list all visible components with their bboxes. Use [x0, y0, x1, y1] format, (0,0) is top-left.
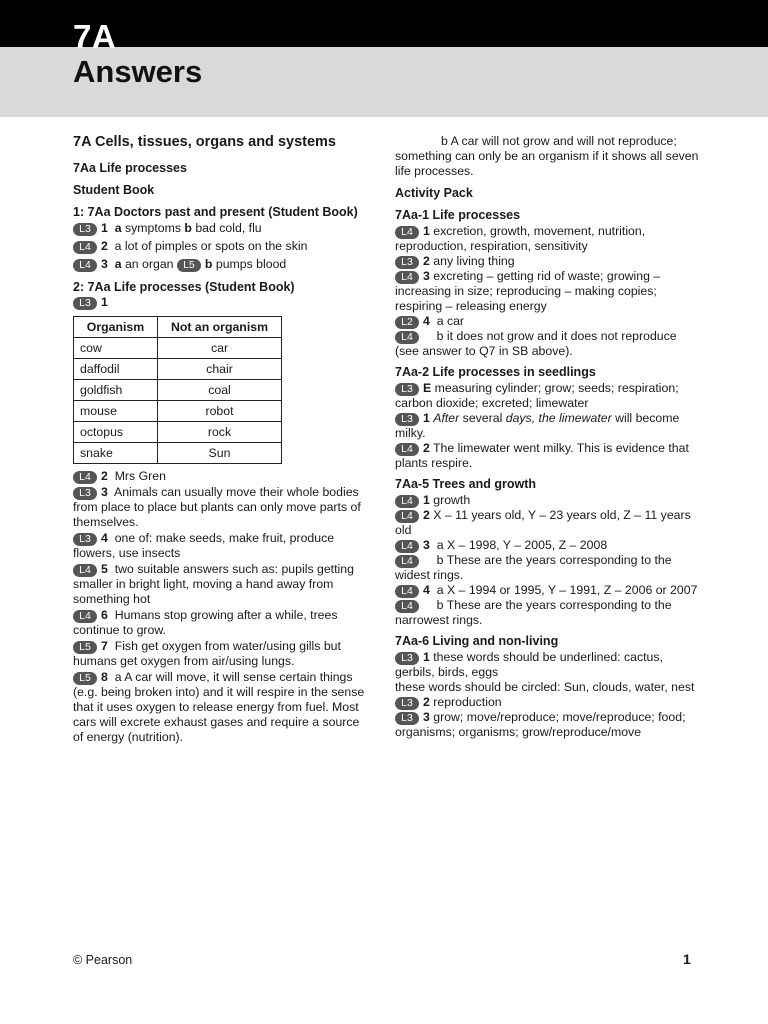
answer-item: L4 1 excretion, growth, movement, nutrition, reproduction, respiration, sensitivity — [395, 224, 646, 253]
level-badge: L4 — [73, 564, 97, 577]
level-badge: L3 — [395, 413, 419, 426]
level-badge: L3 — [73, 487, 97, 500]
level-badge: L3 — [73, 223, 97, 236]
section-title: 7A Cells, tissues, organs and systems — [73, 134, 336, 150]
answer-item: L2 4 a car — [395, 314, 700, 329]
answer-item: L4 b These are the years corresponding to the narrowest rings. — [395, 598, 672, 627]
answer-item: L3 2 any living thing — [395, 254, 700, 269]
answer-item: L3 1 After several days, the limewater will become milky. — [395, 411, 680, 440]
answer-item: L4 4 a X – 1994 or 1995, Y – 1991, Z – 2006 or 2007 — [395, 583, 700, 598]
level-badge: L4 — [395, 540, 419, 553]
aa5-heading: 7Aa-5 Trees and growth — [395, 477, 537, 491]
level-badge: L4 — [395, 271, 419, 284]
level-badge: L5 — [73, 641, 97, 654]
answer-item: L4 3 a X – 1998, Y – 2005, Z – 2008 — [395, 538, 700, 553]
answer-item: L5 8 a A car will move, it will sense certain things (e.g. being broken into) and it will respire in the sense that it uses oxygen to release energy from fuel. Most cars will excrete exhaust gases and require a source of energy (nutrition). — [73, 670, 365, 744]
level-badge: L4 — [395, 443, 419, 456]
level-badge: L3 — [395, 383, 419, 396]
answer-item: L4 2 Mrs Gren — [73, 469, 373, 484]
level-badge: L3 — [73, 533, 97, 546]
answer-item: L3 E measuring cylinder; grow; seeds; respiration; carbon dioxide; excreted; limewater — [395, 381, 679, 410]
table-header: Organism — [74, 317, 158, 338]
answer-item: L4 b it does not grow and it does not reproduce (see answer to Q7 in SB above). — [395, 329, 677, 358]
answer-item: L4 3 a an organ L5 b pumps blood — [73, 257, 373, 272]
answer-item: L4 6 Humans stop growing after a while, trees continue to grow. — [73, 608, 338, 637]
sub-section-title: 7Aa Life processes — [73, 161, 187, 175]
level-badge: L3 — [395, 652, 419, 665]
answer-item: L3 3 grow; move/reproduce; move/reproduce; food; organisms; organisms; grow/reproduce/move — [395, 710, 686, 739]
level-badge: L4 — [395, 331, 419, 344]
level-badge: L4 — [73, 471, 97, 484]
aa2-heading: 7Aa-2 Life processes in seedlings — [395, 365, 596, 379]
answer-item: L3 1 these words should be underlined: cactus, gerbils, birds, eggs — [395, 650, 663, 679]
organism-table — [73, 316, 282, 464]
table-row: daffodil chair — [74, 359, 282, 380]
level-badge: L5 — [177, 259, 201, 272]
unit-code: 7A — [73, 18, 117, 55]
level-badge: L4 — [395, 495, 419, 508]
table-row: snake Sun — [74, 443, 282, 464]
answer-item: L4 3 excreting – getting rid of waste; growing – increasing in size; reproducing – making copies; respiring – releasing energy — [395, 269, 661, 313]
answer-item: L4 2 The limewater went milky. This is evidence that plants respire. — [395, 441, 689, 470]
answer-item: L4 5 two suitable answers such as: pupils getting smaller in bright light, moving a hand away from something hot — [73, 562, 354, 606]
left-column — [73, 134, 373, 745]
level-badge: L3 — [73, 297, 97, 310]
table-row: octopus rock — [74, 422, 282, 443]
answer-item: these words should be circled: Sun, clouds, water, nest — [395, 680, 695, 694]
student-book-heading: Student Book — [73, 183, 155, 197]
aa1-heading: 7Aa-1 Life processes — [395, 208, 521, 222]
aa6-heading: 7Aa-6 Living and non-living — [395, 634, 559, 648]
page-title: Answers — [73, 54, 203, 89]
answer-item: L4 2 a lot of pimples or spots on the skin — [73, 239, 373, 254]
answer-item: L3 1 a symptoms b bad cold, flu — [73, 221, 373, 236]
answer-item: L4 b These are the years corresponding to the widest rings. — [395, 553, 672, 582]
page-number: 1 — [683, 951, 691, 967]
level-badge: L3 — [395, 256, 419, 269]
level-badge: L3 — [395, 697, 419, 710]
level-badge: L4 — [73, 259, 97, 272]
answer-item: L3 4 one of: make seeds, make fruit, produce flowers, use insects — [73, 531, 335, 560]
level-badge: L4 — [395, 585, 419, 598]
answer-item: b A car will not grow and will not reproduce; something can only be an organism if it shows all seven life processes. — [395, 134, 699, 178]
table-row: mouse robot — [74, 401, 282, 422]
answer-item: L3 2 reproduction — [395, 695, 700, 710]
level-badge: L4 — [73, 241, 97, 254]
level-badge: L2 — [395, 316, 419, 329]
footer-copyright: © Pearson — [73, 953, 133, 967]
table-row: goldfish coal — [74, 380, 282, 401]
table-row: cow car — [74, 338, 282, 359]
level-badge: L4 — [395, 600, 419, 613]
level-badge: L5 — [73, 672, 97, 685]
answer-item: L3 1 — [73, 295, 373, 310]
level-badge: L4 — [395, 226, 419, 239]
level-badge: L4 — [395, 510, 419, 523]
answer-item: L4 2 X – 11 years old, Y – 23 years old, Z – 11 years old — [395, 508, 691, 537]
answer-item: L3 3 Animals can usually move their whole bodies from place to place but plants can only move parts of themselves. — [73, 485, 361, 529]
right-column — [395, 134, 700, 740]
activity-pack-heading: Activity Pack — [395, 186, 473, 200]
q1-heading: 1: 7Aa Doctors past and present (Student Book) — [73, 205, 358, 219]
level-badge: L4 — [395, 555, 419, 568]
answer-item: L4 1 growth — [395, 493, 700, 508]
q2-heading: 2: 7Aa Life processes (Student Book) — [73, 280, 295, 294]
answer-item: L5 7 Fish get oxygen from water/using gills but humans get oxygen from air/using lungs. — [73, 639, 341, 668]
table-header: Not an organism — [158, 317, 282, 338]
level-badge: L3 — [395, 712, 419, 725]
level-badge: L4 — [73, 610, 97, 623]
